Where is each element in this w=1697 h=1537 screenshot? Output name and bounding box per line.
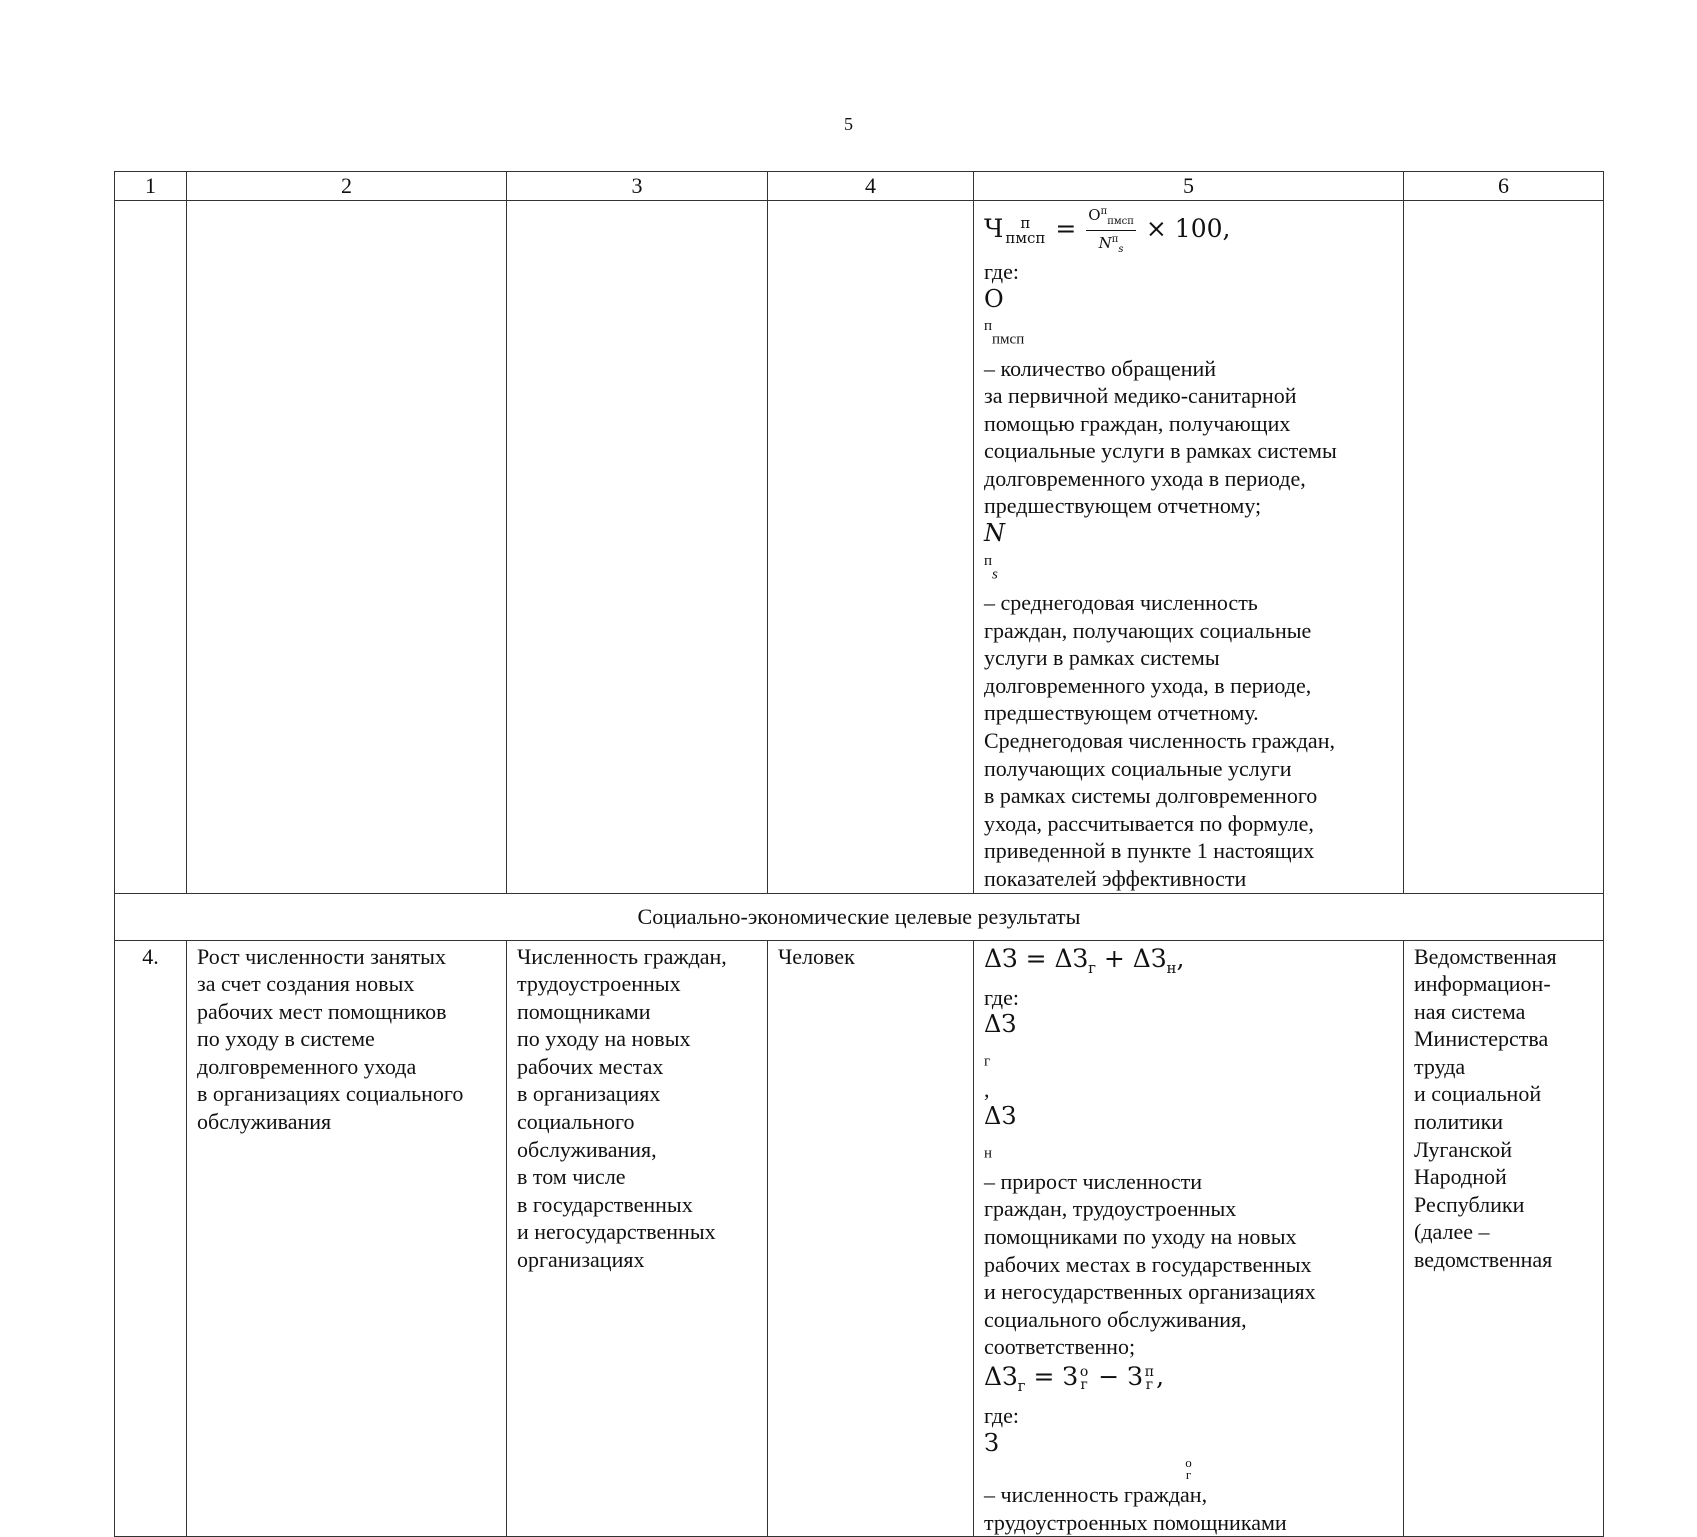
cell-empty-2 (187, 201, 507, 894)
header-cell-5: 5 (974, 172, 1404, 201)
unit-cell: Человек (768, 940, 974, 1537)
header-cell-3: 3 (507, 172, 768, 201)
header-cell-6: 6 (1404, 172, 1604, 201)
section-row (115, 893, 1604, 940)
formula-explanation: где: ΔЗ $_г$ , ΔЗ $_н$ – прирост численности граждан, трудоустроенных помощниками по уходу на новых рабочих местах в государственных и негосударственных организациях социального обслуживания, соответственно; (984, 984, 1316, 1360)
table-row-4 (115, 940, 1604, 1537)
table-header-row (115, 172, 1604, 201)
method-cell-continued (974, 201, 1404, 894)
target-result-cell: Рост численности занятых за счет создания новых рабочих мест помощников по уходу в системе долговременного ухода в организациях социального обслуживания (187, 940, 507, 1537)
header-cell-1: 1 (115, 172, 187, 201)
source-cell: Ведомственная информацион- ная система Министерства труда и социальной политики Луганской Народной Республики (далее – ведомственная (1404, 940, 1604, 1537)
page-number: 5 (844, 114, 853, 134)
header-cell-2: 2 (187, 172, 507, 201)
formula-pmsp: Ч п пмсп = $\frac{О^п_{пмсп}}{N^п_s}$ × 100, (984, 203, 1393, 258)
section-title: Социально-экономические целевые результаты (115, 893, 1604, 940)
efficiency-indicators-table (114, 171, 1604, 1537)
formula-delta-z: $\Delta З = \Delta З_г + \Delta З_н$, (984, 943, 1185, 977)
cell-empty-1 (115, 201, 187, 894)
cell-empty-6 (1404, 201, 1604, 894)
formula-explanation-2: где: З о г – численность граждан, трудоустроенных помощниками (984, 1403, 1287, 1535)
formula-delta-z-g: $\Delta З_г = З$ о г − З п г , (984, 1362, 1165, 1395)
indicator-cell: Численность граждан, трудоустроенных помощниками по уходу на новых рабочих местах в организациях социального обслуживания, в том числе в государственных и негосударственных организациях (507, 940, 768, 1537)
row-number: 4. (115, 940, 187, 1537)
formula-explanation: где: О $^п_{пмсп}$ – количество обращений за первичной медико-санитарной помощью граждан, получающих социальные услуги в рамках системы долговременного ухода в периоде, предшествующем отчетному; N $^п_s$ – среднегодовая численность граждан, получающих социальные услуги в рамках системы долговременного ухода, в периоде, предшествующем отчетному. Среднегодовая численность граждан, получающих социальные услуги в рамках системы долговременного ухода, рассчитывается по формуле, приведенной в пункте 1 настоящих показателей эффективности (984, 259, 1337, 891)
cell-empty-3 (507, 201, 768, 894)
method-cell (974, 940, 1404, 1537)
fraction: $\frac{О^п_{пмсп}}{N^п_s}$ (1086, 203, 1136, 258)
header-cell-4: 4 (768, 172, 974, 201)
table-row-continuation (115, 201, 1604, 894)
cell-empty-4 (768, 201, 974, 894)
